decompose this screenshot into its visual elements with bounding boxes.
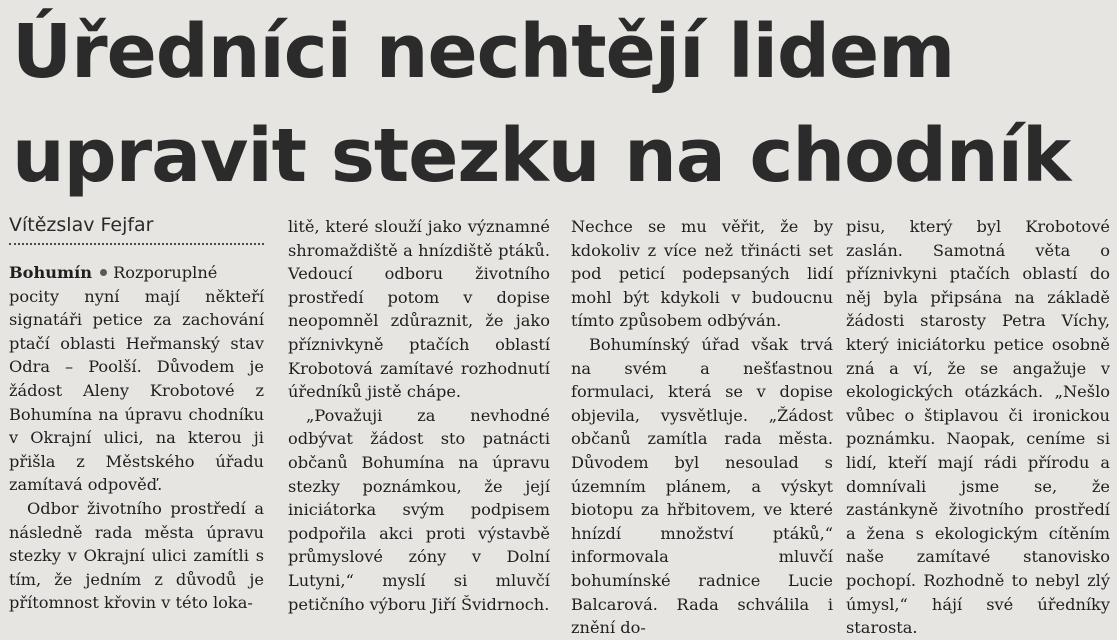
headline-line-2: upravit stezku na chodník bbox=[12, 113, 1071, 199]
bullet-icon bbox=[100, 269, 107, 276]
column-4 bbox=[846, 215, 1110, 640]
byline: Vítězslav Fejfar bbox=[9, 214, 154, 236]
lead-text: Rozporuplné pocity nyní mají někteří signatáři petice za zachování ptačí oblasti Heřmanský stav Odra – Poolší. Důvodem je žádost Aleny Krobotové z Bohumína na úpravu chodníku v Okrajní ulici, na kterou ji přišla z Městského úřadu zamítavá odpověď. bbox=[9, 263, 264, 495]
column-1 bbox=[9, 261, 264, 615]
column-2 bbox=[288, 215, 550, 616]
lead-paragraph bbox=[9, 261, 264, 497]
column-3 bbox=[571, 215, 833, 640]
paragraph: litě, které slouží jako významné shromaždiště a hnízdiště ptáků. Vedoucí odboru životního prostředí potom v dopise neopomněl zdůraznit, že jako příznivkyně ptačích oblastí Krobotová zamítavé rozhodnutí úředníků jistě chápe. bbox=[288, 217, 550, 402]
dateline: Bohumín bbox=[9, 263, 93, 282]
headline-line-1: Úředníci nechtějí lidem bbox=[12, 9, 955, 95]
paragraph: „Považuji za nevhodné odbývat žádost sto patnácti občanů Bohumína na úpravu stezky poznámkou, že její iniciátorka svým podpisem podpořila akci proti výstavbě průmyslové zóny v Dolní Lutyni,“ myslí si mluvčí petičního výboru Jiří Švidrnoch. bbox=[288, 405, 550, 614]
byline-divider bbox=[9, 243, 264, 245]
paragraph: Odbor životního prostředí a následně rada města úpravu stezky v Okrajní ulici zamítli s tím, že jedním z důvodů je přítomnost křovin v této loka- bbox=[9, 498, 264, 613]
headline bbox=[12, 0, 1117, 208]
paragraph: pisu, který byl Krobotové zaslán. Samotná věta o příznivkyni ptačích oblastí do něj byla připsána na základě žádosti starosty Petra Víchy, který iniciátorku petice osobně zná a ví, že se angažuje v ekologických otázkách. „Nešlo vůbec o štiplavou či ironickou poznámku. Naopak, ceníme si lidí, kteří mají rádi přírodu a domnívali jsme se, že zastánkyně životního prostředí a žena s ekologickým cítěním naše zamítavé stanovisko pochopí. Rozhodně to nebyl zlý úmysl,“ hájí své úředníky starosta. bbox=[846, 217, 1110, 638]
paragraph: Nechce se mu věřit, že by kdokoliv z více než třinácti set pod peticí podepsaných lidí mohl být kdykoli v budoucnu tímto způsobem odbýván. bbox=[571, 217, 833, 331]
paragraph: Bohumínský úřad však trvá na svém a nešťastnou formulaci, která se v dopise objevila, vysvětluje. „Žádost občanů zamítla rada města. Důvodem byl nesoulad s územním plánem, a výskyt biotopu za hřbitovem, ve které hnízdí množství ptáků,“ informovala mluvčí bohumínské radnice Lucie Balcarová. Rada schválila i znění do- bbox=[571, 334, 833, 638]
